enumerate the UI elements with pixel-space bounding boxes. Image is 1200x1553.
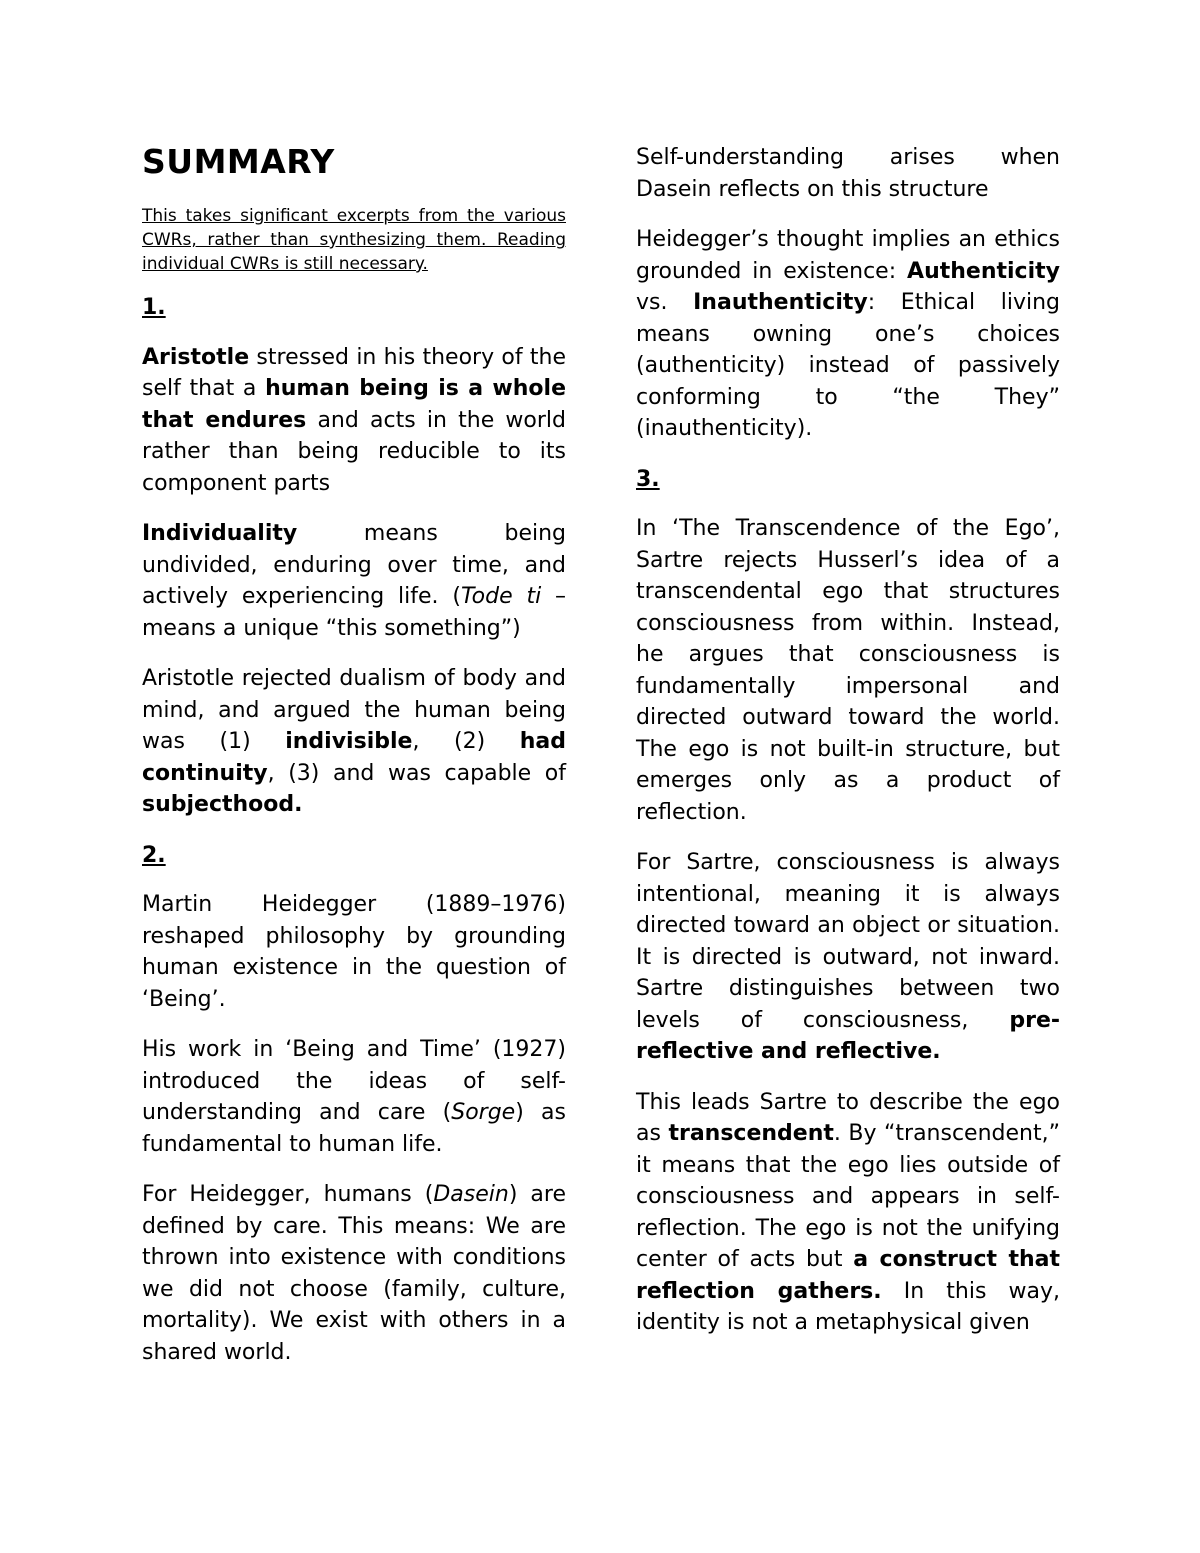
dualism-paragraph: Aristotle rejected dualism of body and mind, and argued the human being was (1) indivisible, (2) had continuity, (3) and was capable of subjecthood. [142,666,566,817]
dasein-paragraph: For Heidegger, humans (Dasein) are defined by care. This means: We are thrown into existence with conditions we did not choose (family, culture, mortality). We exist with others in a shared world. [142,1182,567,1365]
intro-note: This takes significant excerpts from the various CWRs, rather than synthesizing them. Reading individual CWRs is still necessary. [142,206,566,274]
section-1-heading: 1. [142,295,166,320]
intentionality-paragraph: For Sartre, consciousness is always intentional, meaning it is always directed toward an object or situation. It is directed is outward, not inward. Sartre distinguishes between two levels of consciousness, pre-reflective and reflective. [636,850,1060,1064]
section-2-heading: 2. [142,842,166,868]
section-3-heading: 3. [636,466,660,492]
aristotle-paragraph: Aristotle stressed in his theory of the self that a human being is a whole that endures and acts in the world rather than being reducible to its component parts [142,344,566,496]
transcendent-paragraph: This leads Sartre to describe the ego as transcendent. By “transcendent,” it means that the ego lies outside of consciousness and appears in self-reflection. The ego is not the unifying center of acts but a construct that reflection gathers. In this way, identity is not a metaphysical given [636,1089,1060,1335]
right-column [636,142,1060,1358]
heidegger-intro-paragraph: Martin Heidegger (1889–1976) reshaped philosophy by grounding human existence in the question of ‘Being’. [142,892,566,1012]
individuality-paragraph: Individuality means being undivided, enduring over time, and actively experiencing life. (Tode ti – means a unique “this something”) [142,521,566,641]
left-column [142,142,566,1387]
authenticity-paragraph: Heidegger’s thought implies an ethics grounded in existence: Authenticity vs. Inauthenticity: Ethical living means owning one’s choices (authenticity) instead of passively conforming to “the They” (inauthenticity). [636,227,1060,441]
sartre-ego-paragraph: In ‘The Transcendence of the Ego’, Sartre rejects Husserl’s idea of a transcendental ego that structures consciousness from within. Instead, he argues that consciousness is fundamentally impersonal and directed outward toward the world. The ego is not built-in structure, but emerges only as a product of reflection. [636,516,1060,825]
being-and-time-paragraph: His work in ‘Being and Time’ (1927) introduced the ideas of self-understanding and care (Sorge) as fundamental to human life. [142,1037,566,1157]
self-understanding-paragraph: Self-understanding arises when Dasein reflects on this structure [636,145,1060,202]
page-title: SUMMARY [142,142,335,181]
